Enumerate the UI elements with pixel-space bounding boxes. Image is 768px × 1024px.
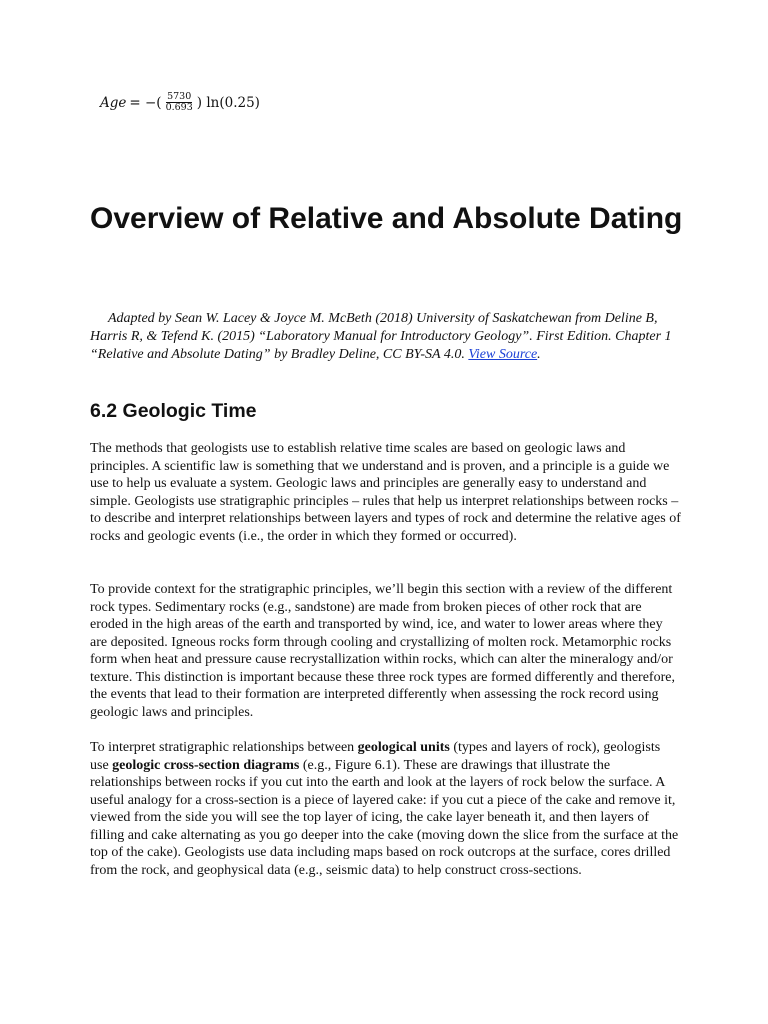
paragraph-cross-sections [90, 739, 682, 879]
age-formula [100, 92, 260, 113]
formula-equals: = −( [129, 94, 162, 111]
paragraph3-text-2: (types and layers of rock), geologists use [90, 740, 661, 773]
formula-fraction [165, 92, 194, 113]
attribution-end: . [537, 347, 541, 362]
paragraph3-text-1: To interpret stratigraphic relationships between [90, 740, 358, 755]
section-heading: 6.2 Geologic Time [90, 400, 257, 422]
term-geological-units: geological units [357, 740, 450, 755]
view-source-link[interactable]: View Source [468, 347, 538, 362]
formula-numerator: 5730 [167, 91, 192, 102]
formula-denominator: 0.693 [165, 102, 193, 113]
paragraph3-text-3: (e.g., Figure 6.1). These are drawings that illustrate the relationships between rocks if you cut into the earth and look at the layers of rock below the surface. A useful analogy for a cross-section is a piece of layered cake: if you cut a piece of the cake and remove it, viewed from the side you will see the top layer of icing, the cake layer beneath it, and then layers of filling and cake alternating as you go deeper into the cake (moving down the slice from the surface at the top of the cake). Geologists use data including maps based on rock outcrops at the surface, cores drilled from the rock, and geophysical data (e.g., seismic data) to help construct cross-sections. [90, 757, 679, 878]
formula-lhs: Age [100, 94, 127, 111]
paragraph-rock-types: To provide context for the stratigraphic principles, we’ll begin this section with a review of the different rock types. Sedimentary rocks (e.g., sandstone) are made from broken pieces of other rock that are eroded in the high areas of the earth and transported by wind, ice, and water to lower areas where they are deposited. Igneous rocks form through cooling and crystallizing of molten rock. Metamorphic rocks form when heat and pressure cause recrystallization within rocks, which can alter the mineralogy and/or texture. This distinction is important because these three rock types are formed differently and therefore, the events that lead to their formation are interpreted differently when assessing the rock record using geologic laws and principles. [90, 582, 675, 720]
paragraph-laws-principles: The methods that geologists use to establish relative time scales are based on geologic laws and principles. A scientific law is something that we understand and is proven, and a principle is a guide we use to help us evaluate a system. Geologic laws and principles are generally easy to understand and simple. Geologists use stratigraphic principles – rules that help us interpret relationships between rocks – to describe and interpret relationships between layers and types of rock and determine the relative ages of rocks and geologic events (i.e., the order in which they formed or occurred). [90, 441, 681, 544]
term-cross-section-diagrams: geologic cross-section diagrams [112, 757, 300, 773]
page-title: Overview of Relative and Absolute Dating [90, 202, 683, 235]
attribution-text: Adapted by Sean W. Lacey & Joyce M. McBeth (2018) University of Saskatchewan from Deline B, Harris R, & Tefend K. (2015) “Laboratory Manual for Introductory Geology”. First Edition. Chapter 1 “Relative and Absolute Dating” by Bradley Deline, CC BY-SA 4.0. [90, 311, 672, 362]
formula-rhs: ) ln(0.25) [196, 94, 260, 111]
attribution-note [90, 310, 680, 364]
